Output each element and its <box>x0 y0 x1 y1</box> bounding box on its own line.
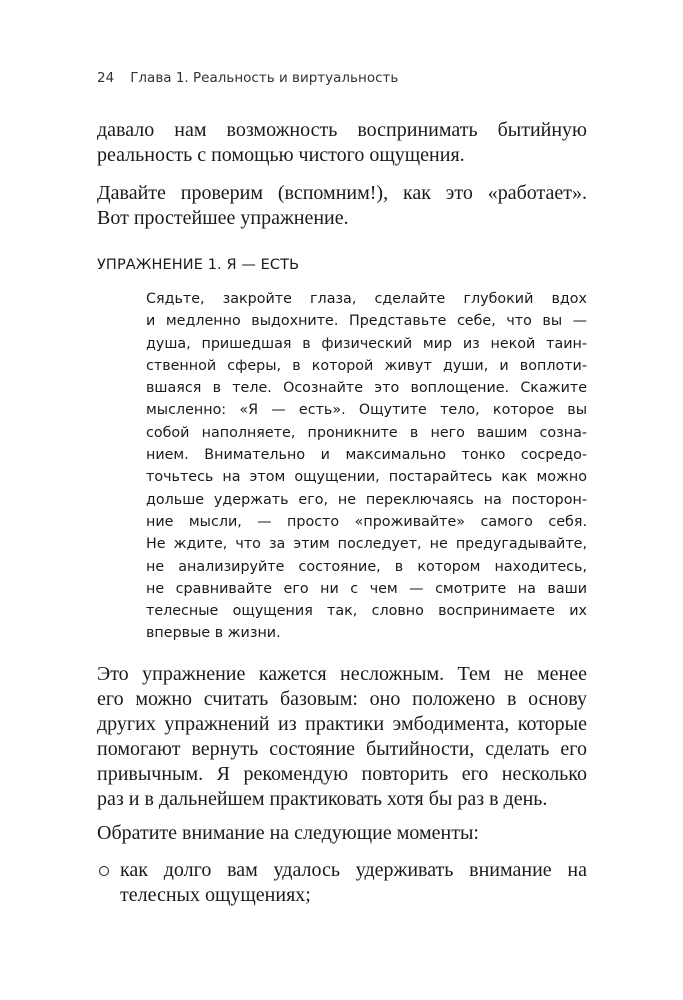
exercise-heading: УПРАЖНЕНИЕ 1. Я — ЕСТЬ <box>97 257 300 273</box>
page-number: 24 <box>97 70 115 86</box>
paragraph-line: помогают вернуть состояние бытийности, сделать его <box>97 738 587 760</box>
exercise-line: не сравнивайте его ни с чем — смотрите на ваши <box>146 580 587 597</box>
exercise-line: ственной сферы, в которой живут души, и воплоти- <box>146 357 587 374</box>
paragraph-line: Вот простейшее упражнение. <box>97 207 349 229</box>
exercise-line: Сядьте, закройте глаза, сделайте глубокий вдох <box>146 291 587 307</box>
exercise-line: душа, пришедшая в физический мир из некой таин- <box>146 335 587 352</box>
exercise-line: вшаяся в теле. Осознайте это воплощение. Скажите <box>146 380 587 397</box>
bullet-line: как долго вам удалось удерживать внимание на <box>120 859 587 881</box>
paragraph-line: Давайте проверим (вспомним!), как это «работает». <box>97 182 587 204</box>
paragraph-line: раз и в дальнейшем практиковать хотя бы раз в день. <box>97 788 548 810</box>
exercise-line: дольше удержать его, не переключаясь на посторон- <box>146 491 587 508</box>
chapter-title: Глава 1. Реальность и виртуальность <box>130 70 399 86</box>
exercise-line: мысленно: «Я — есть». Ощутите тело, которое вы <box>146 402 587 419</box>
exercise-line: и медленно выдохните. Представьте себе, что вы — <box>146 313 587 330</box>
paragraph-line: других упражнений из практики эмбодимента, которые <box>97 713 587 735</box>
circle-bullet-icon <box>99 866 109 876</box>
paragraph-2 <box>97 181 587 231</box>
bullet-line: телесных ощущениях; <box>120 884 311 906</box>
paragraph-4 <box>97 821 587 846</box>
paragraph-1 <box>97 118 587 168</box>
exercise-line: точьтесь на этом ощущении, постарайтесь как можно <box>146 469 587 486</box>
exercise-line: нием. Внимательно и максимально тонко сосредо- <box>146 447 587 464</box>
exercise-line: ние мысли, — просто «проживайте» самого себя. <box>146 513 587 530</box>
paragraph-3 <box>97 662 587 812</box>
exercise-line: телесные ощущения так, словно воспринимаете их <box>146 603 587 620</box>
paragraph-line: его можно считать базовым: оно положено в основу <box>97 688 587 710</box>
exercise-line: Не ждите, что за этим последует, не предугадывайте, <box>146 536 587 553</box>
paragraph-line: Обратите внимание на следующие моменты: <box>97 822 479 844</box>
exercise-line: не анализируйте состояние, в котором находитесь, <box>146 558 587 575</box>
exercise-line: впервые в жизни. <box>146 625 281 642</box>
running-head <box>97 70 398 86</box>
bullet-text <box>120 858 587 908</box>
paragraph-line: Это упражнение кажется несложным. Тем не менее <box>97 663 587 685</box>
paragraph-line: давало нам возможность воспринимать бытийную <box>97 119 587 141</box>
exercise-text <box>146 288 587 645</box>
paragraph-line: реальность с помощью чистого ощущения. <box>97 144 465 166</box>
paragraph-line: привычным. Я рекомендую повторить его несколько <box>97 763 587 785</box>
exercise-line: собой наполняете, проникните в него вашим созна- <box>146 424 587 441</box>
